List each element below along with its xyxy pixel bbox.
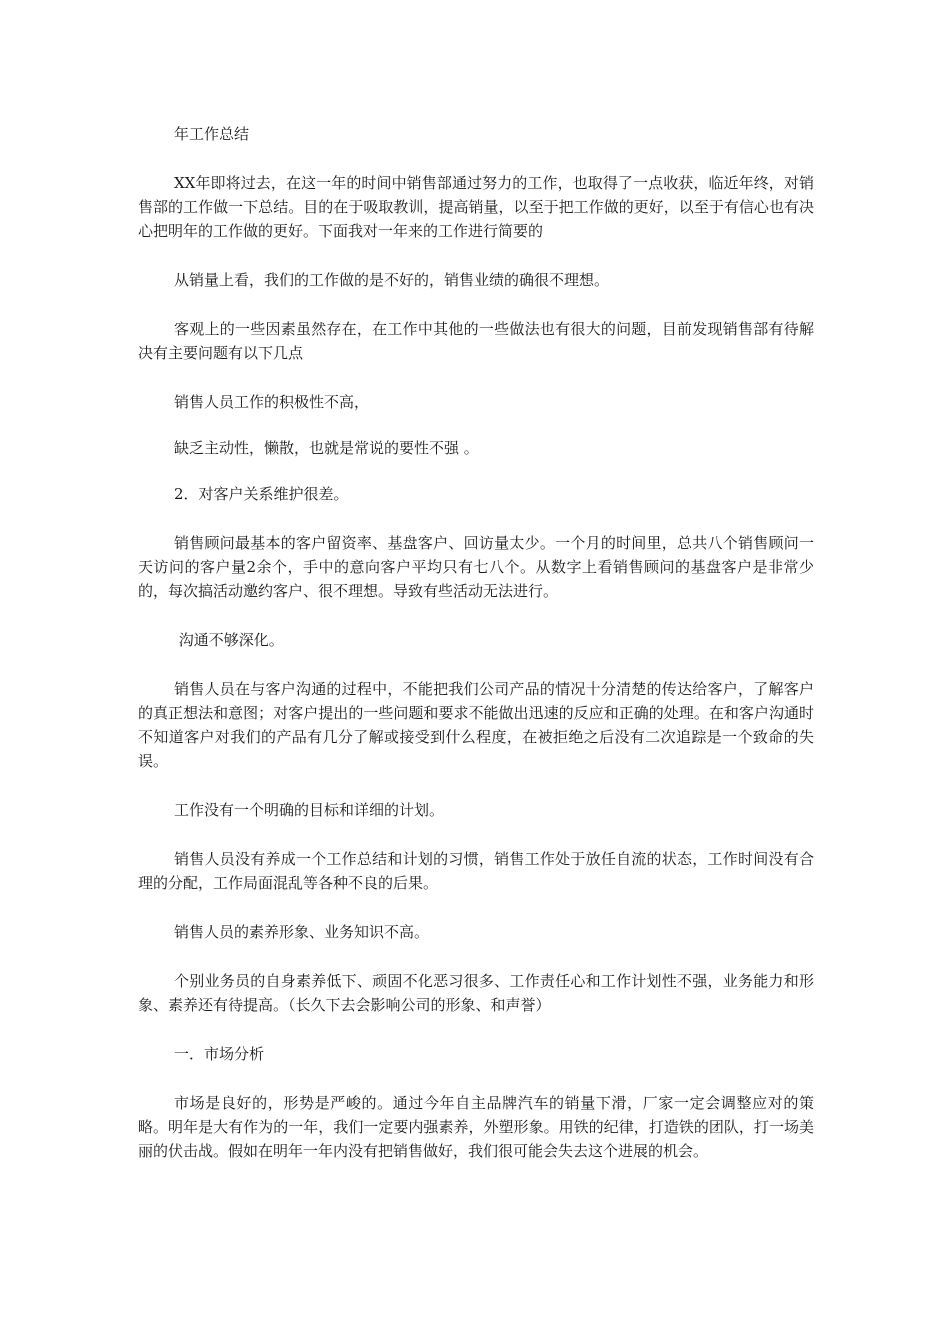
paragraph-customer-data: 销售顾问最基本的客户留资率、基盘客户、回访量太少。一个月的时间里，总共八个销售顾问一天访问的客户量2余个，手中的意向客户平均只有七八个。从数字上看销售顾问的基盘客户是非常少的，每次搞活动邀约客户、很不理想。导致有些活动无法进行。 [138, 534, 814, 600]
paragraph-lack-initiative: 缺乏主动性，懒散，也就是常说的要性不强 。 [174, 439, 479, 457]
paragraph-market-analysis: 市场是良好的，形势是严峻的。通过今年自主品牌汽车的销量下滑，厂家一定会调整应对的策略。明年是大有作为的一年，我们一定要内强素养，外塑形象。用铁的纪律，打造铁的团队，打一场美丽的伏击战。假如在明年一年内没有把销售做好，我们很可能会失去这个进展的机会。 [138, 1094, 814, 1160]
paragraph-no-plan: 销售人员没有养成一个工作总结和计划的习惯，销售工作处于放任自流的状态，工作时间没有合理的分配，工作局面混乱等各种不良的后果。 [138, 850, 814, 892]
paragraph-communication: 销售人员在与客户沟通的过程中，不能把我们公司产品的情况十分清楚的传达给客户，了解客户的真正想法和意图；对客户提出的一些问题和要求不能做出迅速的反应和正确的处理。在和客户沟通时不知道客户对我们的产品有几分了解或接受到什么程度，在被拒绝之后没有二次追踪是一个致命的失误。 [138, 680, 814, 770]
paragraph-quality: 个别业务员的自身素养低下、顽固不化恶习很多、工作责任心和工作计划性不强，业务能力和形象、素养还有待提高。（长久下去会影响公司的形象、和声誉） [138, 972, 814, 1014]
heading-customer-relations: 2．对客户关系维护很差。 [174, 485, 349, 503]
heading-market-analysis: 一．市场分析 [174, 1045, 265, 1063]
heading-quality: 销售人员的素养形象、业务知识不高。 [174, 923, 430, 941]
heading-communication: 沟通不够深化。 [174, 631, 284, 649]
paragraph-intro: XX年即将过去，在这一年的时间中销售部通过努力的工作，也取得了一点收获，临近年终，对销售部的工作做一下总结。目的在于吸取教训，提高销量，以至于把工作做的更好，以至于有信心也有决心把明年的工作做的更好。下面我对一年来的工作进行简要的 [138, 174, 814, 240]
paragraph-problems-intro: 客观上的一些因素虽然存在，在工作中其他的一些做法也有很大的问题，目前发现销售部有待解决有主要问题有以下几点 [138, 320, 814, 362]
heading-enthusiasm: 销售人员工作的积极性不高， [174, 393, 370, 411]
document-title: 年工作总结 [174, 125, 250, 143]
paragraph-sales-overview: 从销量上看，我们的工作做的是不好的，销售业绩的确很不理想。 [174, 271, 610, 289]
heading-no-plan: 工作没有一个明确的目标和详细的计划。 [174, 801, 445, 819]
